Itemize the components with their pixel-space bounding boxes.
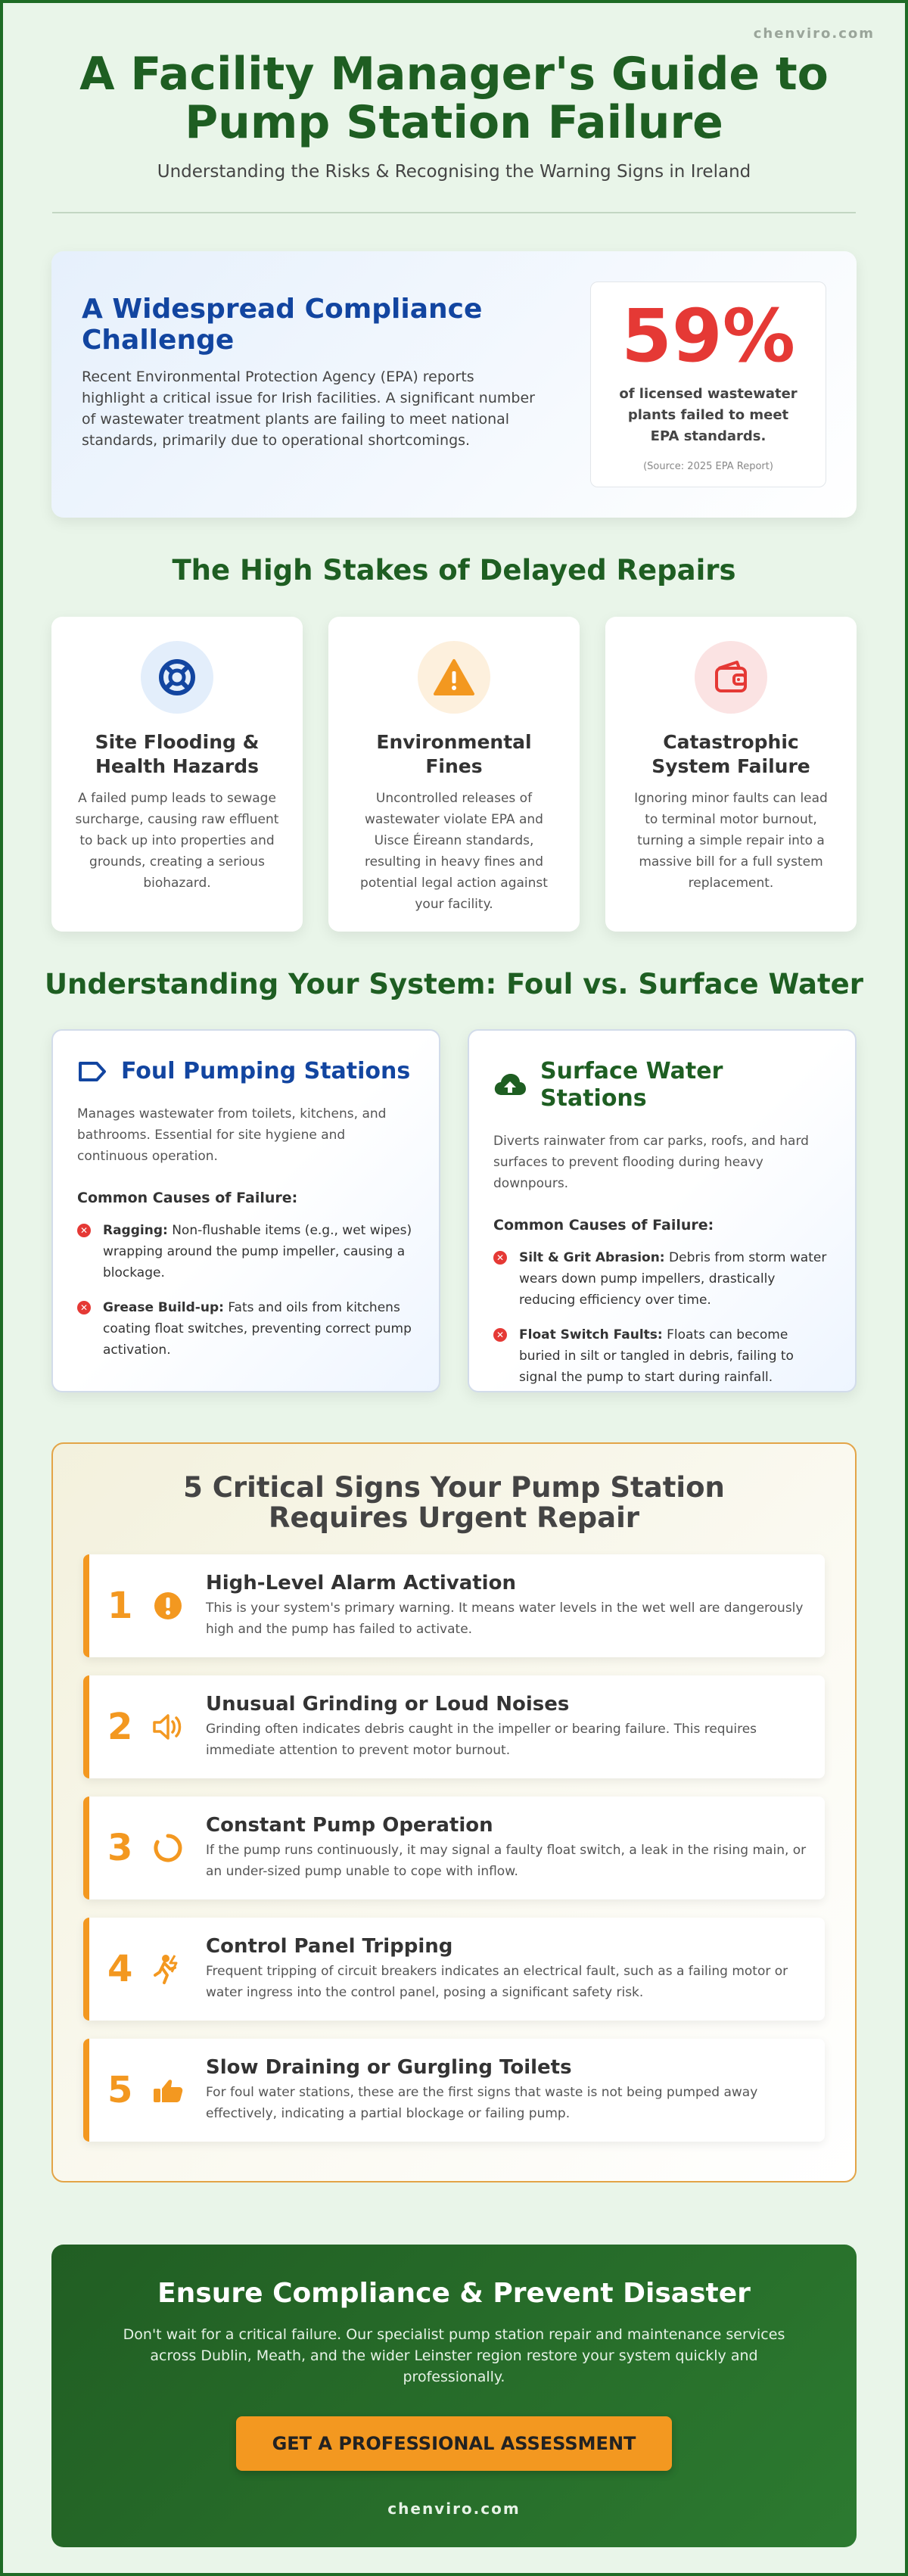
stat-value: 59% bbox=[621, 294, 795, 378]
cause-item bbox=[493, 1247, 831, 1311]
spinner-icon bbox=[145, 1833, 191, 1863]
sign-text: For foul water stations, these are the first signs that waste is not being pumped away effectively, indicating a partial blockage or failing pump. bbox=[206, 2085, 758, 2121]
foul-causes-heading: Common Causes of Failure: bbox=[77, 1190, 298, 1206]
cause-item bbox=[77, 1220, 415, 1283]
sign-item bbox=[83, 1554, 825, 1657]
foul-station-title: Foul Pumping Stations bbox=[121, 1058, 411, 1084]
stat-source: (Source: 2025 EPA Report) bbox=[643, 461, 773, 472]
sign-title: Slow Draining or Gurgling Toilets bbox=[206, 2056, 572, 2079]
stake-title: Site Flooding & Health Hazards bbox=[95, 731, 260, 777]
sign-text: This is your system's primary warning. It means water levels in the wet well are dangerously high and the pump has failed to activate. bbox=[206, 1601, 804, 1637]
sign-body bbox=[206, 2056, 811, 2124]
sign-body bbox=[206, 1814, 811, 1882]
systems-title: Understanding Your System: Foul vs. Surface Water bbox=[44, 968, 864, 1000]
page-title: A Facility Manager's Guide to Pump Station Failure bbox=[79, 48, 829, 149]
page-subtitle: Understanding the Risks & Recognising the Warning Signs in Ireland bbox=[157, 162, 751, 182]
compliance-title: A Widespread Compliance Challenge bbox=[82, 294, 483, 356]
sign-number: 2 bbox=[107, 1706, 133, 1748]
compliance-text: Recent Environmental Protection Agency (EPA) reports highlight a critical issue for Irish facilities. A significant number of wastewater treatment plants are failing to meet national standards, primarily due to operational shortcomings. bbox=[82, 369, 535, 449]
electric-fault-icon bbox=[145, 1952, 191, 1986]
sign-body bbox=[206, 1693, 811, 1761]
thumbs-down-icon bbox=[145, 2075, 191, 2105]
stake-card-fines bbox=[328, 617, 580, 932]
sign-item bbox=[83, 1918, 825, 2021]
x-circle-icon: ✕ bbox=[493, 1251, 507, 1265]
sign-text: If the pump runs continuously, it may signal a faulty float switch, a leak in the rising main, or an under-sized pump unable to cope with inflow. bbox=[206, 1843, 807, 1879]
stat-box bbox=[590, 282, 826, 487]
tag-icon bbox=[77, 1060, 107, 1083]
compliance-section bbox=[51, 251, 857, 518]
surface-station-card bbox=[468, 1029, 857, 1392]
lifebuoy-icon bbox=[141, 641, 213, 714]
sign-body bbox=[206, 1935, 811, 2003]
sign-item bbox=[83, 1675, 825, 1778]
sign-number: 4 bbox=[107, 1948, 133, 1990]
x-circle-icon: ✕ bbox=[493, 1328, 507, 1342]
warning-triangle-icon bbox=[418, 641, 490, 714]
cause-text: Floats can become buried in silt or tangled in debris, failing to signal the pump to start during rainfall. bbox=[519, 1327, 794, 1385]
stake-text: A failed pump leads to sewage surcharge, causing raw effluent to back up into properties and grounds, creating a serious biohazard. bbox=[75, 791, 279, 891]
surface-station-header bbox=[493, 1058, 831, 1112]
surface-causes-heading: Common Causes of Failure: bbox=[493, 1217, 714, 1234]
cause-text: Non-flushable items (e.g., wet wipes) wrapping around the pump impeller, causing a blockage. bbox=[103, 1223, 412, 1280]
get-assessment-button[interactable]: GET A PROFESSIONAL ASSESSMENT bbox=[236, 2416, 672, 2471]
sign-title: High-Level Alarm Activation bbox=[206, 1572, 516, 1594]
cause-item bbox=[77, 1297, 415, 1361]
stake-title: Catastrophic System Failure bbox=[651, 731, 810, 777]
sign-title: Control Panel Tripping bbox=[206, 1935, 453, 1958]
sign-number: 5 bbox=[107, 2069, 133, 2111]
header-divider bbox=[52, 212, 856, 213]
cta-section bbox=[51, 2245, 857, 2547]
sign-body bbox=[206, 1572, 811, 1640]
sign-title: Constant Pump Operation bbox=[206, 1814, 493, 1837]
foul-station-card bbox=[51, 1029, 440, 1392]
sign-number: 1 bbox=[107, 1585, 133, 1627]
cause-label: Grease Build-up: bbox=[103, 1300, 224, 1315]
warning-signs-title: 5 Critical Signs Your Pump Station Requires Urgent Repair bbox=[183, 1471, 725, 1534]
stat-caption: of licensed wastewater plants failed to meet EPA standards. bbox=[619, 386, 798, 444]
sign-item bbox=[83, 2039, 825, 2142]
sign-number: 3 bbox=[107, 1827, 133, 1869]
cta-text: Don't wait for a critical failure. Our specialist pump station repair and maintenance services across Dublin, Meath, and the wider Leinster region restore your system quickly and professionally. bbox=[123, 2326, 785, 2385]
systems-row bbox=[51, 1029, 857, 1392]
cause-label: Float Switch Faults: bbox=[519, 1327, 663, 1342]
x-circle-icon: ✕ bbox=[77, 1301, 91, 1314]
site-domain-footer[interactable]: chenviro.com bbox=[387, 2500, 521, 2518]
speaker-icon bbox=[145, 1712, 191, 1742]
sign-text: Frequent tripping of circuit breakers indicates an electrical fault, such as a failing motor or water ingress into the control panel, posing a significant safety risk. bbox=[206, 1964, 788, 2000]
sign-title: Unusual Grinding or Loud Noises bbox=[206, 1693, 570, 1716]
stake-title: Environmental Fines bbox=[376, 731, 532, 777]
cause-text: Debris from storm water wears down pump impellers, drastically reducing efficiency over time. bbox=[519, 1250, 827, 1308]
surface-station-title: Surface Water Stations bbox=[540, 1058, 723, 1112]
foul-station-description: Manages wastewater from toilets, kitchens, and bathrooms. Essential for site hygiene and continuous operation. bbox=[77, 1106, 387, 1164]
cta-title: Ensure Compliance & Prevent Disaster bbox=[157, 2278, 751, 2309]
cause-label: Ragging: bbox=[103, 1223, 168, 1238]
stake-text: Uncontrolled releases of wastewater violate EPA and Uisce Éireann standards, resulting in heavy fines and potential legal action against your facility. bbox=[360, 791, 548, 912]
stakes-title: The High Stakes of Delayed Repairs bbox=[172, 554, 736, 586]
stake-text: Ignoring minor faults can lead to terminal motor burnout, turning a simple repair into a massive bill for a full system replacement. bbox=[634, 791, 828, 891]
stake-card-failure bbox=[605, 617, 857, 932]
sign-text: Grinding often indicates debris caught in the impeller or bearing failure. This requires immediate attention to prevent motor burnout. bbox=[206, 1722, 757, 1758]
x-circle-icon: ✕ bbox=[77, 1224, 91, 1237]
cause-label: Silt & Grit Abrasion: bbox=[519, 1250, 665, 1265]
site-domain-top[interactable]: chenviro.com bbox=[753, 26, 875, 42]
cause-item bbox=[493, 1324, 831, 1388]
cloud-upload-icon bbox=[493, 1072, 527, 1098]
foul-station-header bbox=[77, 1058, 415, 1085]
warning-signs-list bbox=[83, 1554, 825, 2142]
alert-circle-icon bbox=[145, 1591, 191, 1621]
stake-card-flooding bbox=[51, 617, 303, 932]
sign-item bbox=[83, 1797, 825, 1899]
wallet-icon bbox=[695, 641, 767, 714]
warning-signs-section bbox=[51, 1442, 857, 2182]
stakes-row bbox=[51, 617, 857, 932]
cause-text: Fats and oils from kitchens coating float switches, preventing correct pump activation. bbox=[103, 1300, 412, 1358]
surface-station-description: Diverts rainwater from car parks, roofs, and hard surfaces to prevent flooding during heavy downpours. bbox=[493, 1134, 809, 1191]
